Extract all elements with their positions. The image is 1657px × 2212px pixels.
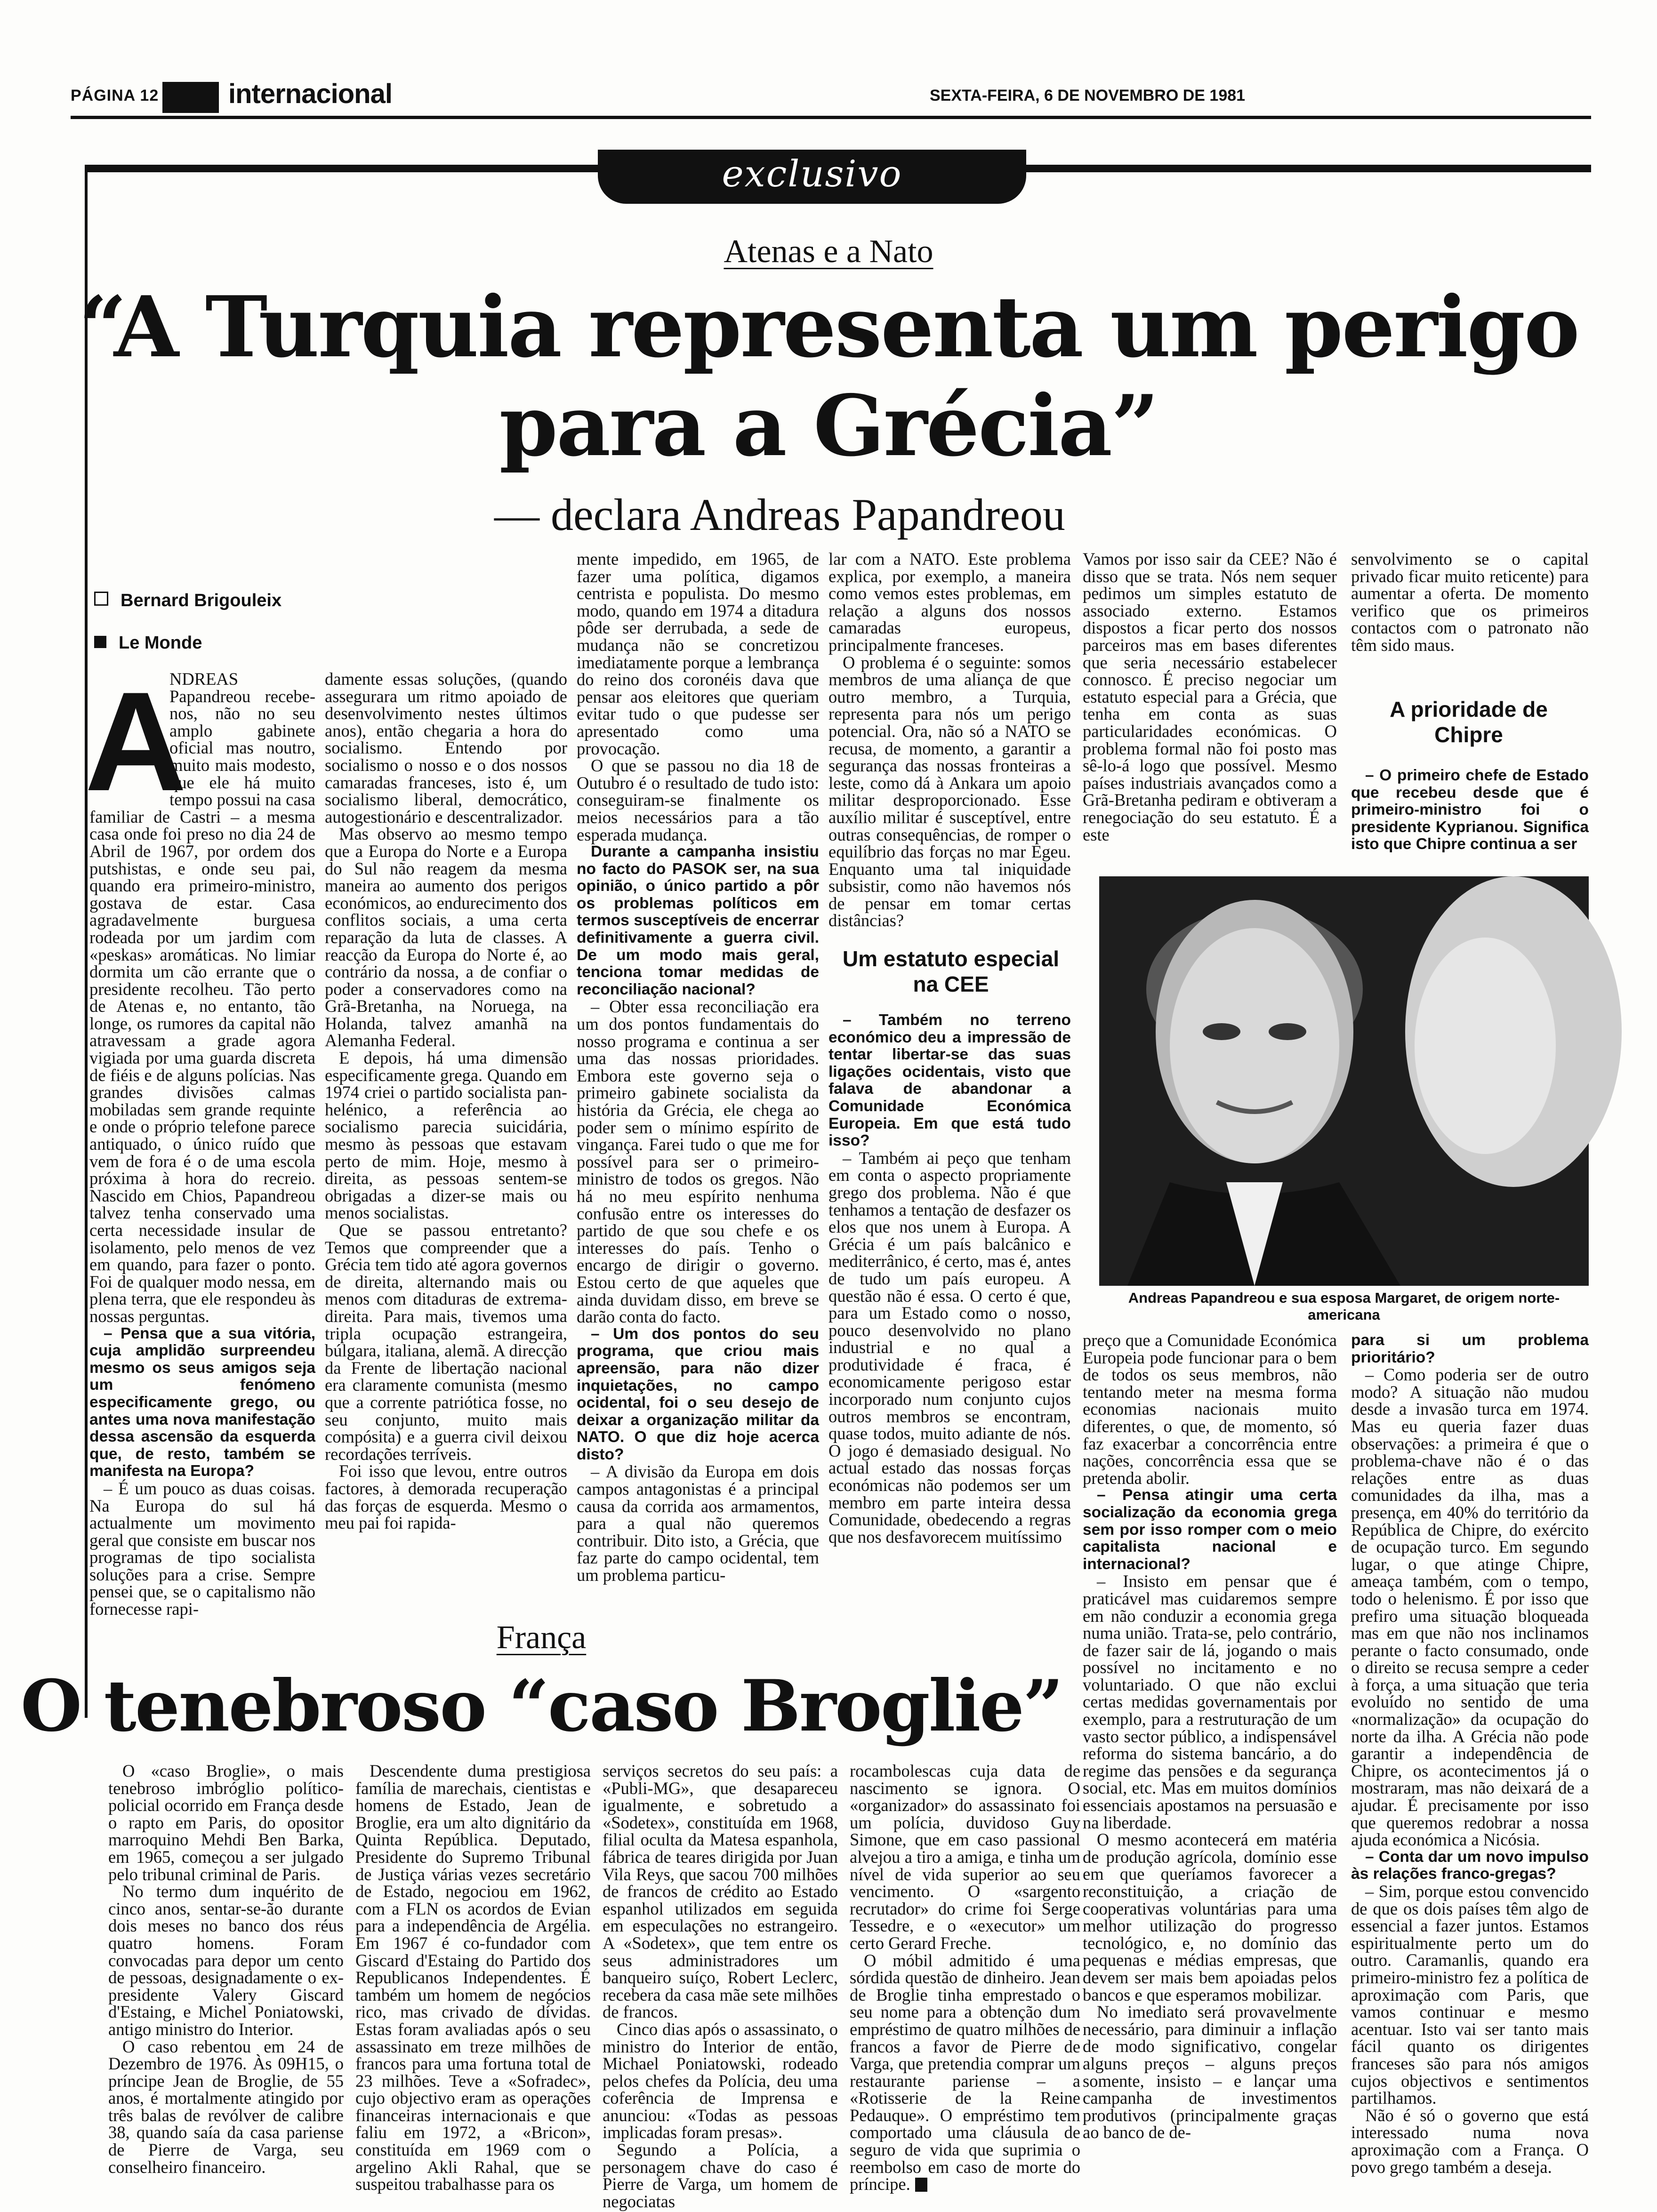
paragraph: Não é só o governo que está interessado numa nova aproximação com a França. O povo grego também a deseja. [1351,2105,1589,2177]
story2-column-4 [850,1761,1080,2194]
question: Durante a campanha insistiu no facto do PASOK ser, na sua opinião, o único partido a pôr os problemas políticos em termos susceptíveis de encerrar definitivamente a guerra civil. De um modo mais geral, tenciona tomar medidas de reconciliação nacional? [577,843,819,998]
byline-source [94,633,202,653]
byline-author [94,591,282,611]
issue-date: SEXTA-FEIRA, 6 DE NOVEMBRO DE 1981 [930,87,1246,104]
frame-top-right [1026,165,1591,172]
story1-column-2 [325,671,567,1586]
masthead [71,75,1591,113]
paragraph: – Sim, porque estou convencido de que os dois países têm algo de essencial a fazer juntos. Estamos espiritualmente perto um do outro. Caramanlis, quando era primeiro-ministro fez a política de aproximação com Paris, que vamos continuar e mesmo acentuar. Isto vai ser tanto mais fácil quanto os dirigentes franceses são para nós amigos cujos objectivos e sentimentos partilhamos. [1351,1882,1589,2108]
paragraph: senvolvimento se o capital privado ficar muito reticente) para aumentar a oferta. De momento verifico que os primeiros contactos com o patronato não têm sido maus. [1351,549,1589,655]
paragraph: Descendente duma prestigiosa família de marechais, cientistas e homens de Estado, Jean de Broglie, era um alto dignitário da Quinta República. Deputado, Presidente do Supremo Tribunal de Justiça várias vezes secretário de Estado, negociou em 1962, com a FLN os acordos de Evian para a independência de Argélia. Em 1967 é co-fundador com Giscard d'Estaing do Partido dos Republicanos Independentes. É também um homem de negócios rico, mas crivado de dívidas. Estas foram avaliadas após o seu assassinato em treze milhões de francos para uma fortuna total de 23 milhões. Teve a «Sofradec», cujo objectivo eram as operações financeiras internacionais e que faliu em 1972, a «Bricon», constituída em 1969 com o argelino Akli Rahal, que se suspeitou trabalhasse para os [355,1761,591,2194]
story1-kicker-text: Atenas e a Nato [724,233,933,270]
photo-illustration [1099,876,1589,1286]
drop-cap: A [85,662,187,820]
paragraph: lar com a NATO. Este problema explica, por exemplo, a maneira como vemos estes problemas, em relação a alguns dos nossos camaradas europeus, principalmente franceses. [828,549,1071,655]
paragraph: Foi isso que levou, entre outros factores, à demorada recuperação das forças de esquerda. Mesmo o meu pai foi rapida- [325,1461,567,1533]
paragraph: Cinco dias após o assassinato, o ministro do Interior de então, Michael Poniatowski, rodeado pelos chefes da Polícia, deu uma coferência de Imprensa e anunciou: «Todas as pessoas implicadas foram presas». [603,2019,838,2142]
story1-column-4a [828,551,1071,941]
paragraph: O caso rebentou em 24 de Dezembro de 1976. Às 09H15, o príncipe Jean de Broglie, de 55 anos, é mortalmente atingido por três balas de revólver de calibre 38, quando saía da casa pariense de Pierre de Varga, seu conselheiro financeiro. [108,2036,344,2177]
section-logo-icon [162,82,219,113]
paragraph: serviços secretos do seu país: a «Publi-MG», que desapareceu igualmente, e sobretudo a «Sodetex», constituída em 1968, filial oculta da Matesa espanhola, fábrica de teares dirigida por Juan Vila Reys, que sacou 700 milhões de francos de crédito ao Estado espanhol utilizados em seguida em especulações no estrangeiro. A «Sodetex», que tem entre os seus administradores um banqueiro suíço, Robert Leclerc, recebera da casa mãe sete milhões de francos. [603,1761,838,2022]
story1-column-5a [1083,549,1337,844]
paragraph: O que se passou no dia 18 de Outubro é o resultado de tudo isto: conseguiram-se finalmente os meios necessários para a tão esperada mudança. [577,756,819,844]
story2-column-2 [355,1761,591,2194]
dropcap-spacer [89,671,169,798]
story2-column-1 [108,1763,344,2186]
paragraph: No imediato será provavelmente necessário, para diminuir a inflação de modo significativo, congelar alguns preços – alguns preços somente, insisto – e lançar uma campanha de investimentos produtivos (principalmente graças ao banco de de- [1083,2002,1337,2142]
question: – O primeiro chefe de Estado que recebeu desde que é primeiro-ministro foi o presidente Kyprianou. Significa isto que Chipre continua a ser [1351,767,1589,853]
photo-caption: Andreas Papandreou e sua esposa Margaret, de origem norte-americana [1128,1290,1560,1323]
story1-headline-line1: “A Turquia representa um perigo [78,278,1578,376]
paragraph: – Obter essa reconciliação era um dos pontos fundamentais do nosso programa e continua a ser uma das nossas prioridades. Embora este governo seja o primeiro gabinete socialista da história da Grécia, ele chega ao poder sem o mínimo espírito de vingança. Farei tudo o que me for possível para ser o primeiro-ministro de todos os gregos. Não há no meu espírito nenhuma confusão entre os interesses do partido de que sou chefe e os interesses do país. Tenho o encargo de dirigir o governo. Estou certo de que aqueles que ainda duvidam disso, em breve se darão conta do facto. [577,997,819,1327]
story1-column-6a [1351,551,1589,664]
story1-column-6c [1351,1332,1589,2188]
checkbox-icon [94,592,108,606]
story1-column-3 [577,551,819,1586]
subhead-cee: Um estatuto especial na CEE [842,946,1060,996]
paragraph: rocambolescas cuja data de nascimento se ignora. O «organizador» do assassinato foi um polícia, duvidoso Guy Simone, que em caso passional alvejou a tiro a amiga, e tinha um nível de vida superior ao seu vencimento. O «sargento recrutador» do crime foi Serge Tessedre, e o «executor» um certo Gerard Freche. [850,1761,1080,1953]
exclusive-banner: exclusivo [598,150,1026,204]
paragraph: E depois, há uma dimensão especificamente grega. Quando em 1974 criei o partido socialista pan-helénico, a referência ao socialismo parecia suicidária, mesmo às pessoas que estavam perto de mim. Hoje, mesmo à direita, as pessoas sentem-se obrigadas a dizer-se mais ou menos socialistas. [325,1048,567,1223]
question: – Pensa atingir uma certa socialização da economia grega sem por isso romper com o meio capitalista nacional e internacional? [1083,1486,1337,1573]
end-mark-icon [915,2178,927,2192]
story2-headline: O tenebroso “caso Broglie” [20,1665,1062,1747]
story2-kicker-text: França [496,1619,587,1656]
paragraph: Vamos por isso sair da CEE? Não é disso que se trata. Nós nem sequer pedimos um simples estatuto de associado externo. Estamos dispostos a ficar perto dos nossos parceiros mas em bases diferentes que seria necessário estabelecer connosco. É preciso negociar um estatuto especial para a Grécia, que tenha em conta as suas particularidades económicas. O problema formal não foi posto mas sê-lo-á logo que possível. Mesmo países industriais avançados como a Grã-Bretanha pediram e obtiveram a renegociação do seu estatuto. É a este [1083,549,1337,844]
paragraph: – Como poderia ser de outro modo? A situação não mudou desde a invasão turca em 1974. Mas eu queria fazer duas observações: a primeira é que o problema-chave não é o das relações entre as duas comunidades da ilha, mas a presença, em 40% do território da República de Chipre, do exército de ocupação turco. Em segundo lugar, o que atinge Chipre, ameaça também, com o tempo, todo o helenismo. É por isso que prefiro uma situação bloqueada mas em que não nos inclinamos perante o facto consumado, onde o direito se recusa sempre a ceder à força, a uma situação que teria evoluído no sentido de uma «normalização» da ocupação do norte da ilha. A Grécia não pode garantir a independência de Chipre, os acontecimentos já o mostraram, mas não deixará de a ajudar. É precisamente por isso que queremos redobrar a nossa ajuda económica a Nicósia. [1351,1365,1589,1850]
paragraph: O problema é o seguinte: somos membros de uma aliança de que outro membro, a Turquia, representa para nós um perigo potencial. Ora, não só a NATO se recusa, de momento, a garantir a segurança das nossas fronteiras a leste, como dá à Ankara um apoio militar desproporcionado. Esse auxílio militar é susceptível, entre outras consequências, de romper o equilíbrio das forças no mar Egeu. Enquanto uma tal iniquidade subsistir, como não havemos nós de pensar em tomar certas distâncias? [828,652,1071,930]
section-name: internacional [228,79,392,109]
story1-column-6b [1351,767,1589,875]
story1-headline-line2: para a Grécia” [499,377,1158,475]
paragraph: – Também ai peço que tenham em conta o aspecto propriamente grego dos problema. Não é que tenhamos a tentação de desfazer os elos que nos unem à Europa. A Grécia é um país balcânico e mediterrânico, é certo, mas é, antes de tudo um país europeu. A questão não é essa. O certo é que, para um Estado como o nosso, pouco desenvolvido no plano industrial e no qual a produtividade é fraca, é economicamente perigoso estar incorporado num conjunto cujos outros membros se encontram, quase todos, muito adiante de nós. O jogo é demasiado desigual. No actual estado das nossas forças económicas não podemos ser um membro em parte inteira dessa Comunidade, obedecendo a regras que nos desfavorecem muitíssimo [828,1148,1071,1547]
question: – Um dos pontos do seu programa, que criou mais apreensão, para não dizer inquietações, no campo ocidental, foi o seu desejo de deixar a organização militar da NATO. O que diz hoje acerca disto? [577,1325,819,1463]
question: – Pensa que a sua vitória, cuja amplidão surpreendeu mesmo os seus amigos seja um fenómeno especificamente grego, ou antes uma nova manifestação dessa ascensão da esquerda que, de resto, também se manifesta na Europa? [89,1324,315,1480]
source-name: Le Monde [119,633,202,653]
subhead-chipre: A prioridade de Chipre [1390,697,1548,747]
story1-column-4b [828,1012,1071,1586]
paragraph: mente impedido, em 1965, de fazer uma política, digamos centrista e populista. Do mesmo modo, quando em 1974 a ditadura pôde ser derrubada, a sede de mudança não se concretizou imediatamente porque a lembrança do reino dos coronéis dava que pensar aos eleitores que queriam evitar tudo o que pudesse ser apresentado como uma provocação. [577,549,819,758]
photo-papandreou [1099,876,1589,1286]
paragraph: preço que a Comunidade Económica Europeia pode funcionar para o bem de todos os seus membros, não tentando meter na mesma forma economias nacionais muito diferentes, o que, de momento, só faz exacerbar a concorrência entre nações, concorrência essa que se pretenda abolir. [1083,1330,1337,1488]
paragraph: Segundo a Polícia, a personagem chave do caso é Pierre de Varga, um homem de negociatas [603,2140,838,2211]
question: – Conta dar um novo impulso às relações franco-gregas? [1351,1848,1589,1883]
masthead-rule [71,116,1591,119]
square-bullet-icon [94,636,106,648]
frame-top-left [85,165,598,172]
story2-kicker [0,1619,1083,1657]
paragraph-text: O móbil admitido é uma sórdida questão de dinheiro. Jean de Broglie tinha emprestado o seu nome para a obtenção dum empréstimo de quatro milhões de francos a favor de Pierre de Varga, que pretendia comprar um restaurante pariense – a «Rotisserie de la Reine Pedauque». O empréstimo tem comportado uma cláusula de seguro de vida que suprimia o reembolso em caso de morte do príncipe. [850,1950,1080,2194]
paragraph: – A divisão da Europa em dois campos antagonistas é a principal causa da corrida aos armamentos, para a qual não queremos contribuir. Dito isto, a Grécia, que faz parte do campo ocidental, tem um problema particu- [577,1462,819,1585]
paragraph: O «caso Broglie», o mais tenebroso imbróglio político-policial ocorrido em França desde o rapto em Paris, do opositor marroquino Mehdi Ben Barka, em 1965, começou a ser julgado pelo tribunal criminal de Paris. [108,1761,344,1884]
paragraph [850,1952,1080,2193]
paragraph: damente essas soluções, (quando assegurara um ritmo apoiado de desenvolvimento nestes últimos anos), então chegaria a hora do socialismo. Entendo por socialismo o nosso e o dos nossos camaradas franceses, isto é, um socialismo liberal, democrático, autogestionário e descentralizador. [325,669,567,826]
paragraph: NDREAS Papandreou recebe-nos, não no seu amplo gabinete oficial mas noutro, muito mais modesto, que ele há muito tempo possui na casa familiar de Castri – a mesma casa onde foi preso no dia 24 de Abril de 1967, por ordem dos putshistas, e onde seu pai, quando era primeiro-ministro, gostava de estar. Casa agradavelmente burguesa rodeada por um jardim com «peskas» aromáticas. No limiar dormita um cão errante que o presidente recolheu. Tão perto de Atenas e, no entanto, tão longe, os rumores da capital não atravessam a grade agora vigiada por uma guarda discreta de fiéis e de alguns polícias. Nas grandes divisões calmas mobiladas sem grande requinte e onde o próprio telefone parece antiquado, o único ruído que vem de fora é o de uma escola próxima à hora do recreio. Nascido em Chios, Papandreou talvez tenha conservado uma certa necessidade insular de isolamento, pelo menos de vez em quando, para fazer o ponto. Foi de qualquer modo nessa, em plena terra, que ele respondeu às nossas perguntas. [89,669,315,1326]
question: – Também no terreno económico deu a impressão de tentar libertar-se das suas ligações ocidentais, visto que falava de abandonar a Comunidade Económica Europeia. Em que está tudo isso? [828,1011,1071,1150]
author-name: Bernard Brigouleix [121,591,282,610]
question: para si um problema prioritário? [1351,1331,1589,1366]
story1-column-1 [89,669,315,1619]
paragraph: No termo dum inquérito de cinco anos, sentar-se-ão durante dois meses no banco dos réus quatro homens. Foram convocadas para depor um cento de pessoas, designadamente o ex-presidente Valery Giscard d'Estaing, e Michel Poniatowski, antigo ministro do Interior. [108,1882,344,2039]
story1-column-5b [1083,1330,1337,2142]
page-number: PÁGINA 12 [71,87,159,104]
paragraph: – É um pouco as duas coisas. Na Europa do sul há actualmente um movimento geral que consiste em buscar nos programas de tipo socialista soluções para a crise. Sempre pensei que, se o capitalismo não fornecesse rapi- [89,1478,315,1619]
paragraph: O mesmo acontecerá em matéria de produção agrícola, domínio esse em que queríamos favorecer a reconstituição, a criação de cooperativas voluntárias para uma melhor utilização do progresso tecnológico, e, no domínio das pequenas e médias empresas, que devem ser mais bem apoiadas pelos bancos e que esperamos mobilizar. [1083,1830,1337,2004]
story1-subhead: — declara Andreas Papandreou [494,489,1065,540]
paragraph: Mas observo ao mesmo tempo que a Europa do Norte e a Europa do Sul não reagem da mesma maneira ao aumento dos perigos económicos, ao endurecimento dos conflitos sociais, a uma certa reparação da luta de classes. A reacção da Europa do Norte é, ao contrário da nossa, a de confiar o poder a conservadores como na Grã-Bretanha, na Noruega, na Holanda, talvez amanhã na Alemanha Federal. [325,824,567,1050]
story1-kicker [0,233,1657,271]
story2-column-3 [603,1761,838,2211]
paragraph: Que se passou entretanto? Temos que compreender que a Grécia tem tido até agora governos de direita, alternando mais ou menos com ditaduras de extrema-direita. Para mais, tivemos uma tripla ocupação estrangeira, búlgara, italiana, alemã. A direcção da Frente de libertação nacional era claramente comunista (mesmo que a corrente patriótica fosse, no seu conjunto, muito mais compósita) e a guerra civil deixou recordações terríveis. [325,1220,567,1464]
paragraph: – Insisto em pensar que é praticável mas cuidaremos sempre em não conduzir a economia grega numa união. Trata-se, pelo contrário, de fazer sair de lá, jogando o mais possível no incitamento e no voluntariado. O que não exclui certas medidas governamentais por exemplo, para a restruturação de um vasto sector público, a indispensável reforma do sistema bancário, a do regime das pensões e da segurança social, etc. Mas em muitos domínios essenciais apostamos na persuasão e na liberdade. [1083,1571,1337,1832]
